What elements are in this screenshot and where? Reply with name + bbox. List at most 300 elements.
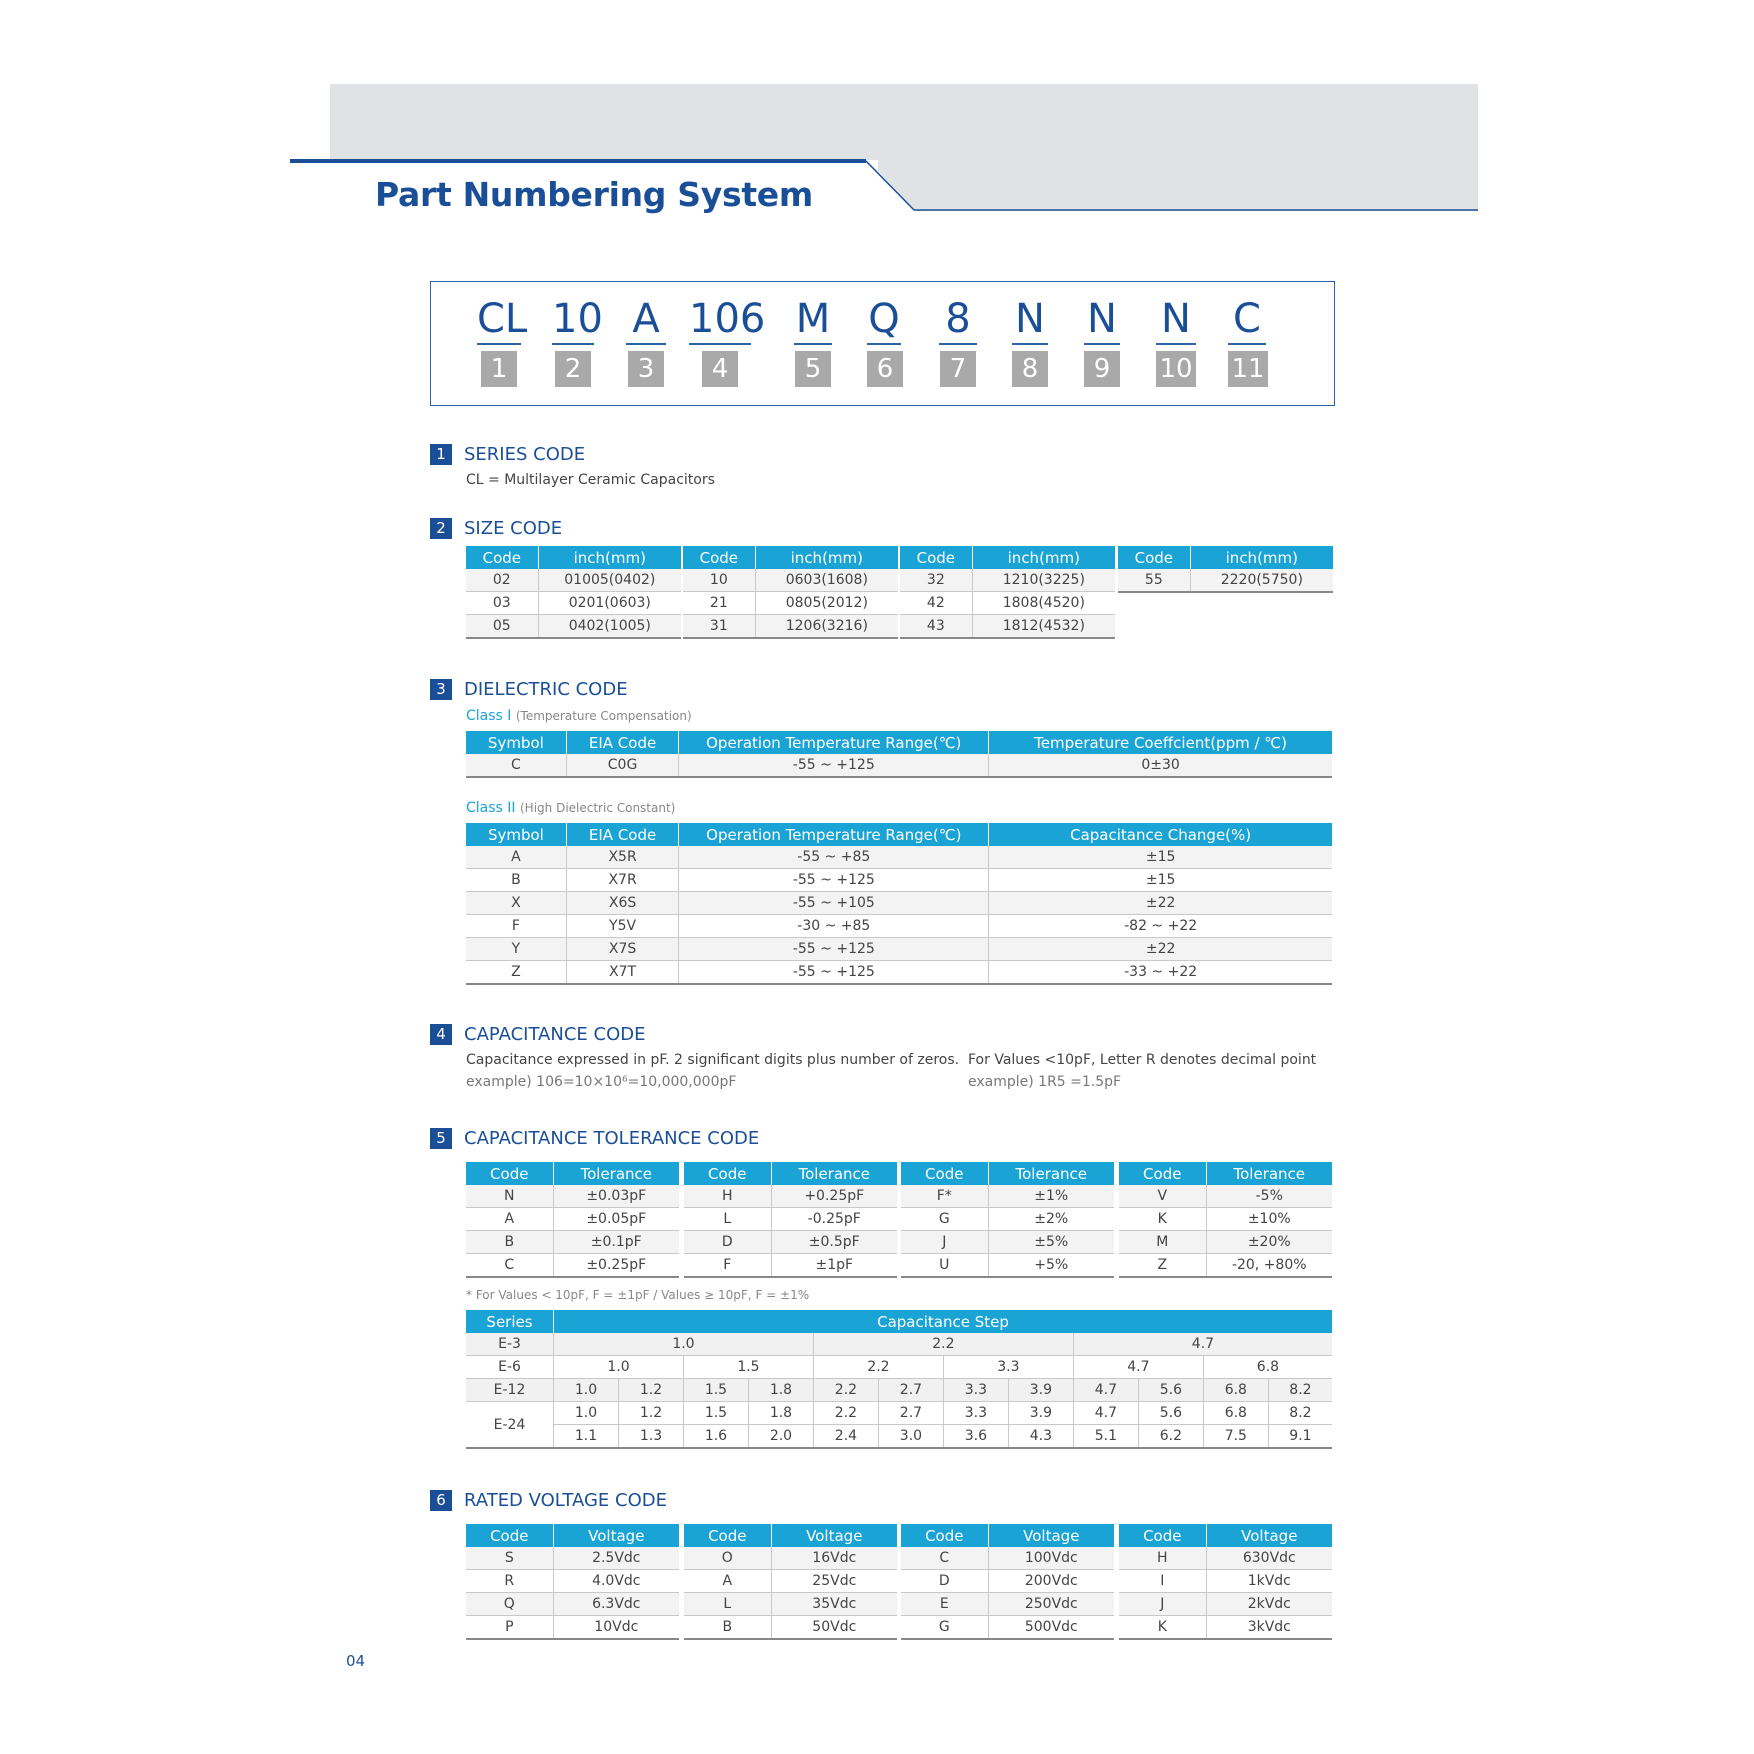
table-cell: A	[684, 1570, 771, 1593]
table-cell: F*	[901, 1185, 988, 1208]
table-cell: -20, +80%	[1206, 1254, 1332, 1278]
part-underline	[477, 343, 521, 345]
table-cell: Q	[466, 1593, 553, 1616]
section-rated-voltage-code	[430, 1489, 667, 1511]
part-underline	[867, 343, 901, 345]
tolerance-table	[901, 1162, 1114, 1278]
part-segment	[1156, 297, 1196, 387]
table-row	[901, 1208, 1114, 1231]
table-cell: 200Vdc	[988, 1570, 1114, 1593]
table-cell: E	[901, 1593, 988, 1616]
table-cell: C	[466, 754, 566, 777]
part-segment	[1084, 297, 1120, 387]
table-cell: 1.5	[683, 1356, 813, 1379]
table-cell: 02	[466, 569, 538, 592]
size-table	[900, 546, 1115, 639]
table-cell: M	[1119, 1231, 1206, 1254]
part-underline	[689, 343, 751, 345]
table-cell: ±0.25pF	[553, 1254, 679, 1278]
table-cell: X6S	[566, 892, 679, 915]
table-cell: -55 ~ +105	[679, 892, 989, 915]
table-row	[1119, 1570, 1332, 1593]
section-number: 5	[430, 1128, 452, 1149]
table-row	[466, 1231, 679, 1254]
table-row	[466, 1379, 1332, 1402]
table-cell: 1.5	[683, 1402, 748, 1425]
capacitance-example: example) 106=10×10⁶=10,000,000pF	[466, 1074, 737, 1090]
table-cell: -55 ~ +125	[679, 754, 989, 777]
table-cell: H	[1119, 1547, 1206, 1570]
table-cell: X5R	[566, 846, 679, 869]
column-header: Code	[466, 1524, 553, 1547]
table-cell: +0.25pF	[771, 1185, 897, 1208]
table-cell: F	[684, 1254, 771, 1278]
table-cell: X7R	[566, 869, 679, 892]
series-label: E-12	[466, 1379, 554, 1402]
table-cell: -55 ~ +125	[679, 938, 989, 961]
table-row	[901, 1547, 1114, 1570]
table-cell: 0805(2012)	[755, 592, 898, 615]
table-cell: -0.25pF	[771, 1208, 897, 1231]
table-cell: O	[684, 1547, 771, 1570]
column-header: Tolerance	[988, 1162, 1114, 1185]
table-cell: D	[901, 1570, 988, 1593]
table-cell: 2.2	[813, 1333, 1073, 1356]
section-capacitance-code	[430, 1023, 645, 1045]
table-row	[900, 592, 1115, 615]
table-cell: ±0.1pF	[553, 1231, 679, 1254]
part-code: 10	[552, 296, 603, 342]
table-cell: +5%	[988, 1254, 1114, 1278]
table-cell: 3kVdc	[1206, 1616, 1332, 1640]
table-cell: 4.0Vdc	[553, 1570, 679, 1593]
table-row	[901, 1616, 1114, 1640]
column-header: Voltage	[988, 1524, 1114, 1547]
table-cell: 32	[900, 569, 972, 592]
part-segment	[867, 297, 901, 387]
table-cell: 7.5	[1203, 1425, 1268, 1449]
table-row	[901, 1231, 1114, 1254]
class1-name: Class I	[466, 708, 512, 724]
table-cell: Y	[466, 938, 566, 961]
table-row	[466, 961, 1332, 985]
table-cell: 4.7	[1073, 1356, 1203, 1379]
table-row	[901, 1254, 1114, 1278]
column-header: EIA Code	[566, 731, 679, 754]
table-cell: B	[466, 869, 566, 892]
table-cell: -33 ~ +22	[989, 961, 1332, 985]
series-description: CL = Multilayer Ceramic Capacitors	[466, 472, 715, 488]
part-segment	[1012, 297, 1048, 387]
part-index-badge: 8	[1012, 351, 1048, 387]
table-row	[684, 1254, 897, 1278]
table-cell: -55 ~ +125	[679, 961, 989, 985]
table-cell: 43	[900, 615, 972, 639]
table-cell: 2.2	[813, 1379, 878, 1402]
column-header: Voltage	[553, 1524, 679, 1547]
section-title: SERIES CODE	[464, 443, 586, 465]
table-row	[684, 1231, 897, 1254]
section-title: DIELECTRIC CODE	[464, 678, 628, 700]
table-cell: L	[684, 1593, 771, 1616]
table-cell: 5.1	[1073, 1425, 1138, 1449]
part-code: N	[1161, 296, 1191, 342]
part-code: N	[1087, 296, 1117, 342]
table-cell: -82 ~ +22	[989, 915, 1332, 938]
column-header: Code	[684, 1162, 771, 1185]
part-underline	[1156, 343, 1196, 345]
column-header: Code	[683, 546, 755, 569]
header-accent-line	[0, 0, 1754, 220]
capacitance-rule: Capacitance expressed in pF. 2 significant digits plus number of zeros.	[466, 1052, 960, 1068]
table-cell: S	[466, 1547, 553, 1570]
class1-table	[466, 731, 1332, 778]
column-header: Symbol	[466, 731, 566, 754]
table-cell: 9.1	[1268, 1425, 1332, 1449]
column-header: Temperature Coeffcient(ppm / ℃)	[989, 731, 1332, 754]
table-cell: 5.6	[1138, 1379, 1203, 1402]
table-cell: 03	[466, 592, 538, 615]
column-header: Code	[466, 1162, 553, 1185]
section-size-code	[430, 517, 562, 539]
part-segment	[552, 296, 603, 387]
table-cell: 1.5	[683, 1379, 748, 1402]
section-title: CAPACITANCE CODE	[464, 1023, 646, 1045]
part-underline	[626, 343, 666, 345]
column-header: Code	[466, 546, 538, 569]
table-cell: L	[684, 1208, 771, 1231]
part-index-badge: 1	[481, 351, 517, 387]
part-index-badge: 4	[702, 351, 738, 387]
section-series-code	[430, 443, 715, 488]
table-row	[466, 1254, 679, 1278]
part-segment	[794, 297, 832, 387]
voltage-table	[1119, 1524, 1332, 1640]
table-cell: ±0.5pF	[771, 1231, 897, 1254]
table-row	[684, 1185, 897, 1208]
table-row	[683, 615, 898, 639]
table-row	[901, 1185, 1114, 1208]
table-cell: J	[901, 1231, 988, 1254]
table-cell: ±10%	[1206, 1208, 1332, 1231]
column-header: inch(mm)	[538, 546, 681, 569]
table-row	[900, 569, 1115, 592]
tolerance-table	[1119, 1162, 1332, 1278]
table-cell: 25Vdc	[771, 1570, 897, 1593]
tolerance-table	[466, 1162, 679, 1278]
part-index-badge: 6	[867, 351, 903, 387]
table-cell: 2.2	[813, 1402, 878, 1425]
table-cell: 35Vdc	[771, 1593, 897, 1616]
table-cell: Z	[466, 961, 566, 985]
table-cell: 3.9	[1008, 1402, 1073, 1425]
table-cell: ±1%	[988, 1185, 1114, 1208]
table-row	[1119, 1254, 1332, 1278]
table-cell: -5%	[1206, 1185, 1332, 1208]
table-row	[1119, 1208, 1332, 1231]
table-row	[1118, 569, 1333, 592]
column-header: EIA Code	[566, 823, 679, 846]
column-header: Voltage	[771, 1524, 897, 1547]
part-underline	[552, 343, 594, 345]
table-cell: X	[466, 892, 566, 915]
class2-table	[466, 823, 1332, 985]
table-cell: D	[684, 1231, 771, 1254]
table-cell: ±22	[989, 892, 1332, 915]
table-row	[466, 915, 1332, 938]
section-number: 6	[430, 1490, 452, 1511]
table-cell: ±5%	[988, 1231, 1114, 1254]
table-row	[466, 569, 681, 592]
voltage-table	[466, 1524, 679, 1640]
table-cell: 1.3	[618, 1425, 683, 1449]
table-cell: V	[1119, 1185, 1206, 1208]
column-header: Code	[1119, 1524, 1206, 1547]
table-row	[466, 1570, 679, 1593]
part-code: 106	[689, 296, 766, 342]
table-row	[466, 869, 1332, 892]
capacitance-step-table	[466, 1310, 1332, 1449]
voltage-table	[901, 1524, 1114, 1640]
column-header: inch(mm)	[755, 546, 898, 569]
table-row	[466, 1616, 679, 1640]
table-cell: 1206(3216)	[755, 615, 898, 639]
table-cell: 100Vdc	[988, 1547, 1114, 1570]
part-segment	[626, 297, 666, 387]
table-cell: 500Vdc	[988, 1616, 1114, 1640]
table-cell: N	[466, 1185, 553, 1208]
class2-name: Class II	[466, 800, 516, 816]
table-cell: 1812(4532)	[972, 615, 1115, 639]
table-cell: I	[1119, 1570, 1206, 1593]
column-header: Code	[1118, 546, 1190, 569]
table-cell: 630Vdc	[1206, 1547, 1332, 1570]
part-index-badge: 2	[555, 351, 591, 387]
table-row	[684, 1547, 897, 1570]
table-row	[1119, 1616, 1332, 1640]
part-segment	[689, 296, 766, 387]
table-cell: 6.2	[1138, 1425, 1203, 1449]
class1-label	[466, 708, 692, 724]
table-row	[1119, 1593, 1332, 1616]
table-cell: ±2%	[988, 1208, 1114, 1231]
column-header: Series	[466, 1310, 554, 1333]
table-cell: G	[901, 1208, 988, 1231]
part-segment	[939, 297, 977, 387]
table-cell: 4.7	[1073, 1379, 1138, 1402]
table-row	[466, 938, 1332, 961]
table-cell: U	[901, 1254, 988, 1278]
table-cell: 16Vdc	[771, 1547, 897, 1570]
part-code: N	[1015, 296, 1045, 342]
part-underline	[794, 343, 832, 345]
column-header: Operation Temperature Range(℃)	[679, 731, 989, 754]
table-cell: 42	[900, 592, 972, 615]
part-index-badge: 11	[1228, 351, 1268, 387]
table-cell: 2kVdc	[1206, 1593, 1332, 1616]
table-cell: 0402(1005)	[538, 615, 681, 639]
table-cell: 0603(1608)	[755, 569, 898, 592]
part-code: Q	[868, 296, 900, 342]
table-row	[684, 1570, 897, 1593]
table-cell: Y5V	[566, 915, 679, 938]
table-row	[466, 592, 681, 615]
column-header: Capacitance Change(%)	[989, 823, 1332, 846]
part-segment	[1228, 297, 1266, 387]
table-row	[1119, 1547, 1332, 1570]
table-cell: ±22	[989, 938, 1332, 961]
table-cell: ±15	[989, 846, 1332, 869]
section-title: RATED VOLTAGE CODE	[464, 1489, 667, 1511]
section-number: 1	[430, 444, 452, 465]
table-cell: F	[466, 915, 566, 938]
column-header: Code	[901, 1162, 988, 1185]
section-number: 3	[430, 679, 452, 700]
column-header: inch(mm)	[972, 546, 1115, 569]
table-row	[466, 1547, 679, 1570]
size-table	[466, 546, 681, 639]
size-table	[683, 546, 898, 639]
table-cell: K	[1119, 1208, 1206, 1231]
table-cell: X7S	[566, 938, 679, 961]
table-cell: J	[1119, 1593, 1206, 1616]
page-title: Part Numbering System	[375, 175, 813, 214]
table-row	[466, 1333, 1332, 1356]
table-cell: 1.6	[683, 1425, 748, 1449]
part-code: 8	[945, 296, 971, 342]
table-row	[466, 1356, 1332, 1379]
column-header: Symbol	[466, 823, 566, 846]
part-index-badge: 9	[1084, 351, 1120, 387]
table-cell: 4.3	[1008, 1425, 1073, 1449]
table-cell: 6.3Vdc	[553, 1593, 679, 1616]
table-cell: 8.2	[1268, 1379, 1332, 1402]
table-cell: 250Vdc	[988, 1593, 1114, 1616]
section-number: 4	[430, 1024, 452, 1045]
tolerance-table	[684, 1162, 897, 1278]
table-cell: 3.3	[943, 1402, 1008, 1425]
table-cell: 5.6	[1138, 1402, 1203, 1425]
table-cell: Z	[1119, 1254, 1206, 1278]
table-cell: 3.6	[943, 1425, 1008, 1449]
table-cell: R	[466, 1570, 553, 1593]
voltage-table	[684, 1524, 897, 1640]
series-label: E-6	[466, 1356, 554, 1379]
part-segment	[477, 296, 528, 387]
table-cell: 2.7	[878, 1379, 943, 1402]
table-cell: 2220(5750)	[1190, 569, 1333, 592]
part-index-badge: 5	[795, 351, 831, 387]
table-cell: 31	[683, 615, 755, 639]
table-cell: 1.0	[554, 1379, 619, 1402]
table-cell: 10Vdc	[553, 1616, 679, 1640]
table-cell: 1.0	[554, 1333, 814, 1356]
section-tolerance-code	[430, 1127, 759, 1149]
table-row	[1119, 1231, 1332, 1254]
size-table	[1118, 546, 1333, 593]
table-row	[466, 846, 1332, 869]
table-cell: H	[684, 1185, 771, 1208]
table-cell: 1.1	[554, 1425, 619, 1449]
table-row	[466, 1425, 1332, 1449]
part-number-example	[430, 281, 1335, 406]
table-cell: 0±30	[989, 754, 1332, 777]
table-cell: K	[1119, 1616, 1206, 1640]
table-cell: 1kVdc	[1206, 1570, 1332, 1593]
column-header: Code	[900, 546, 972, 569]
table-cell: 1.8	[748, 1379, 813, 1402]
table-cell: 1210(3225)	[972, 569, 1115, 592]
capacitance-decimal-example: example) 1R5 =1.5pF	[968, 1074, 1122, 1090]
table-cell: -55 ~ +85	[679, 846, 989, 869]
table-row	[684, 1208, 897, 1231]
table-cell: G	[901, 1616, 988, 1640]
table-row	[466, 1593, 679, 1616]
table-cell: 2.5Vdc	[553, 1547, 679, 1570]
table-cell: 4.7	[1073, 1402, 1138, 1425]
column-header: inch(mm)	[1190, 546, 1333, 569]
section-title: SIZE CODE	[464, 517, 563, 539]
class2-label	[466, 800, 675, 816]
table-row	[1119, 1185, 1332, 1208]
table-cell: 2.7	[878, 1402, 943, 1425]
table-cell: B	[466, 1231, 553, 1254]
table-cell: 2.0	[748, 1425, 813, 1449]
table-row	[900, 615, 1115, 639]
column-header: Voltage	[1206, 1524, 1332, 1547]
table-row	[466, 1208, 679, 1231]
column-header: Code	[1119, 1162, 1206, 1185]
part-index-badge: 3	[628, 351, 664, 387]
class2-subtitle: (High Dielectric Constant)	[520, 801, 676, 815]
table-row	[466, 615, 681, 639]
table-cell: 3.0	[878, 1425, 943, 1449]
table-row	[901, 1570, 1114, 1593]
table-cell: 10	[683, 569, 755, 592]
section-number: 2	[430, 518, 452, 539]
table-row	[466, 1402, 1332, 1425]
capacitance-decimal-rule: For Values <10pF, Letter R denotes decimal point	[968, 1052, 1317, 1068]
column-header: Code	[684, 1524, 771, 1547]
table-cell: P	[466, 1616, 553, 1640]
table-cell: 3.3	[943, 1356, 1073, 1379]
part-code: CL	[477, 296, 528, 342]
part-underline	[1012, 343, 1048, 345]
table-row	[684, 1616, 897, 1640]
column-header: Tolerance	[1206, 1162, 1332, 1185]
table-cell: A	[466, 846, 566, 869]
table-cell: 2.4	[813, 1425, 878, 1449]
table-row	[466, 754, 1332, 777]
table-cell: 6.8	[1203, 1356, 1332, 1379]
column-header: Code	[901, 1524, 988, 1547]
table-cell: 1808(4520)	[972, 592, 1115, 615]
table-cell: 2.2	[813, 1356, 943, 1379]
table-row	[684, 1593, 897, 1616]
table-cell: 01005(0402)	[538, 569, 681, 592]
table-cell: C	[466, 1254, 553, 1278]
table-cell: 8.2	[1268, 1402, 1332, 1425]
table-cell: 05	[466, 615, 538, 639]
table-cell: B	[684, 1616, 771, 1640]
table-cell: C0G	[566, 754, 679, 777]
table-cell: -55 ~ +125	[679, 869, 989, 892]
table-cell: ±20%	[1206, 1231, 1332, 1254]
part-code: C	[1233, 296, 1261, 342]
table-row	[683, 569, 898, 592]
table-row	[683, 592, 898, 615]
table-cell: 4.7	[1073, 1333, 1332, 1356]
